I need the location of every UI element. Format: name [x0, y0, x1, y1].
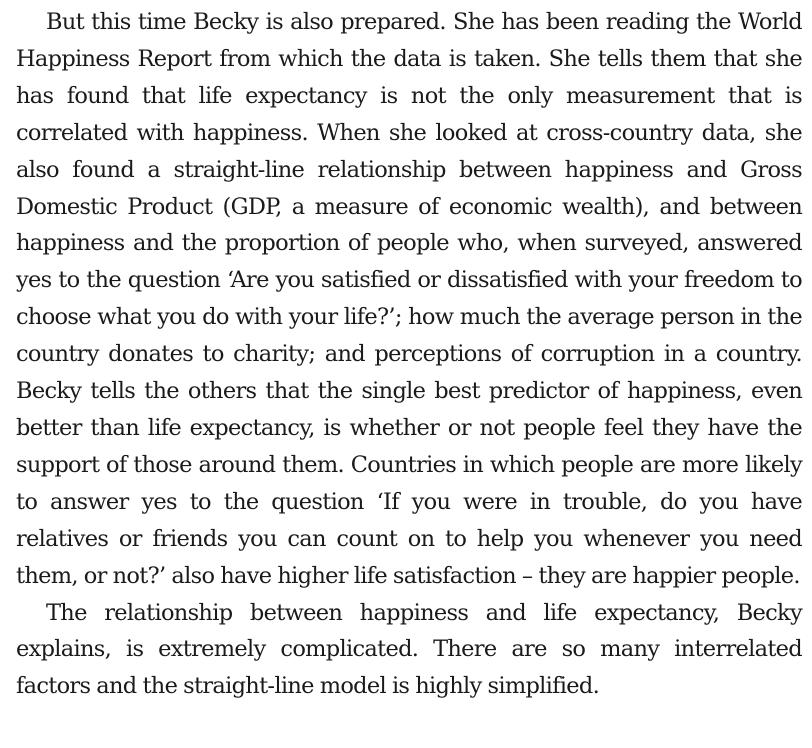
- body-paragraph-2: The relationship between happiness and life expectancy, Becky explains, is extremely complicated. There are so many interrelated factors and the straight-line model is highly simplified.: [16, 599, 802, 700]
- body-paragraph-1: But this time Becky is also prepared. She has been reading the World Happiness Report from which the data is taken. She tells them that she has found that life expectancy is not the only measurement that is correlated with happiness. When she looked at cross-country data, she also found a straight-line relationship between happiness and Gross Domestic Product (GDP, a measure of economic wealth), and between happiness and the proportion of people who, when surveyed, answered yes to the question ‘Are you satisfied or dissatisfied with your freedom to choose what you do with your life?’; how much the average person in the country donates to charity; and perceptions of corruption in a country. Becky tells the others that the single best predictor of happiness, even better than life expectancy, is whether or not people feel they have the support of those around them. Countries in which people are more likely to answer yes to the question ‘If you were in trouble, do you have relatives or friends you can count on to help you whenever you need them, or not?’ also have higher life satisfaction – they are happier people.: [16, 9, 802, 589]
